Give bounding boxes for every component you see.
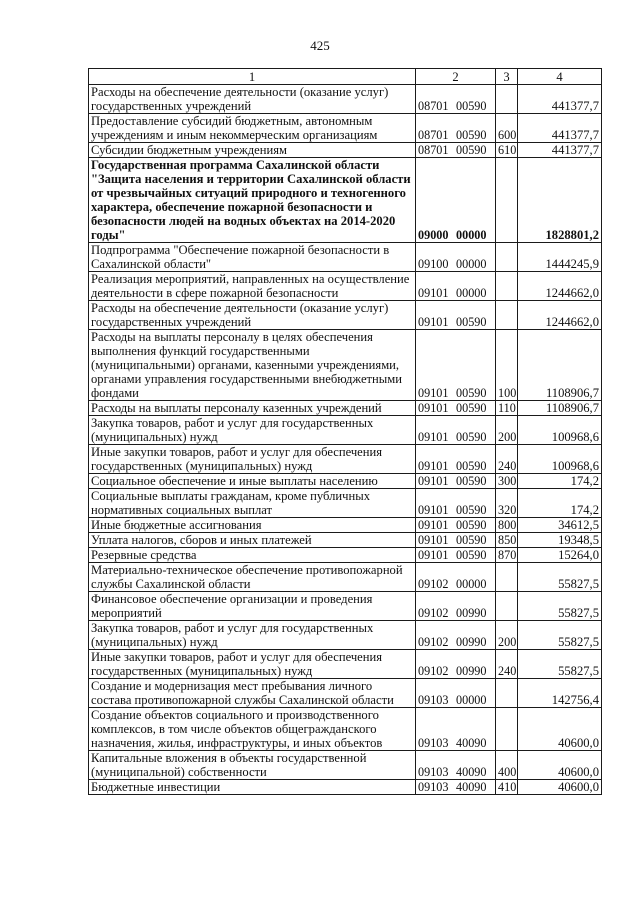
row-description: Создание объектов социального и производственного комплексов, в том числе объектов общегражданского назначения, жилья, инфраструктуры, и иных объектов xyxy=(89,708,416,751)
row-amount: 100968,6 xyxy=(518,416,602,445)
direction-code: 00000 xyxy=(456,577,487,591)
table-row xyxy=(89,301,602,330)
row-target-code xyxy=(416,301,496,330)
row-amount: 55827,5 xyxy=(518,563,602,592)
program-code: 09102 xyxy=(418,635,449,649)
program-code: 09102 xyxy=(418,606,449,620)
row-target-code xyxy=(416,679,496,708)
direction-code: 00990 xyxy=(456,664,487,678)
row-description: Расходы на выплаты персоналу казенных учреждений xyxy=(89,401,416,416)
program-code: 09102 xyxy=(418,577,449,591)
budget-table xyxy=(88,68,602,795)
row-expense-type: 200 xyxy=(496,621,518,650)
program-code: 09103 xyxy=(418,736,449,750)
table-row xyxy=(89,401,602,416)
program-code: 09101 xyxy=(418,548,449,562)
row-amount: 55827,5 xyxy=(518,621,602,650)
table-row xyxy=(89,679,602,708)
program-code: 09101 xyxy=(418,503,449,517)
row-expense-type xyxy=(496,301,518,330)
row-target-code xyxy=(416,533,496,548)
row-expense-type xyxy=(496,85,518,114)
table-row xyxy=(89,533,602,548)
row-expense-type: 320 xyxy=(496,489,518,518)
table-row xyxy=(89,243,602,272)
row-target-code xyxy=(416,85,496,114)
row-target-code xyxy=(416,548,496,563)
row-target-code xyxy=(416,143,496,158)
row-target-code xyxy=(416,474,496,489)
program-code: 09000 xyxy=(418,228,449,242)
row-expense-type xyxy=(496,243,518,272)
row-target-code xyxy=(416,158,496,243)
direction-code: 00000 xyxy=(456,693,487,707)
column-header-1: 1 xyxy=(89,69,416,85)
row-expense-type: 100 xyxy=(496,330,518,401)
direction-code: 00590 xyxy=(456,430,487,444)
program-code: 09101 xyxy=(418,401,449,415)
page-number: 425 xyxy=(310,38,330,53)
row-amount: 1244662,0 xyxy=(518,272,602,301)
row-expense-type: 110 xyxy=(496,401,518,416)
table-row xyxy=(89,489,602,518)
row-description: Расходы на обеспечение деятельности (оказание услуг) государственных учреждений xyxy=(89,301,416,330)
row-description: Иные закупки товаров, работ и услуг для обеспечения государственных (муниципальных) нужд xyxy=(89,445,416,474)
row-expense-type: 240 xyxy=(496,445,518,474)
row-description: Резервные средства xyxy=(89,548,416,563)
row-amount: 142756,4 xyxy=(518,679,602,708)
row-expense-type: 850 xyxy=(496,533,518,548)
row-amount: 40600,0 xyxy=(518,751,602,780)
direction-code: 00000 xyxy=(456,228,487,242)
row-expense-type: 410 xyxy=(496,780,518,795)
row-target-code xyxy=(416,330,496,401)
row-description: Бюджетные инвестиции xyxy=(89,780,416,795)
table-header-row xyxy=(89,69,602,85)
program-code: 09101 xyxy=(418,518,449,532)
row-target-code xyxy=(416,751,496,780)
row-expense-type: 400 xyxy=(496,751,518,780)
table-row xyxy=(89,650,602,679)
row-description: Реализация мероприятий, направленных на осуществление деятельности в сфере пожарной безопасности xyxy=(89,272,416,301)
program-code: 09101 xyxy=(418,386,449,400)
row-target-code xyxy=(416,780,496,795)
direction-code: 00000 xyxy=(456,257,487,271)
direction-code: 00590 xyxy=(456,459,487,473)
row-expense-type: 800 xyxy=(496,518,518,533)
row-description: Социальные выплаты гражданам, кроме публичных нормативных социальных выплат xyxy=(89,489,416,518)
row-amount: 1444245,9 xyxy=(518,243,602,272)
table-row xyxy=(89,518,602,533)
row-description: Закупка товаров, работ и услуг для государственных (муниципальных) нужд xyxy=(89,621,416,650)
row-expense-type: 240 xyxy=(496,650,518,679)
direction-code: 00590 xyxy=(456,401,487,415)
row-target-code xyxy=(416,243,496,272)
row-description: Субсидии бюджетным учреждениям xyxy=(89,143,416,158)
table-row xyxy=(89,158,602,243)
row-description: Материально-техническое обеспечение противопожарной службы Сахалинской области xyxy=(89,563,416,592)
program-code: 09101 xyxy=(418,286,449,300)
row-amount: 441377,7 xyxy=(518,143,602,158)
table-row xyxy=(89,143,602,158)
direction-code: 00990 xyxy=(456,606,487,620)
row-target-code xyxy=(416,592,496,621)
row-amount: 55827,5 xyxy=(518,650,602,679)
row-target-code xyxy=(416,445,496,474)
row-expense-type xyxy=(496,679,518,708)
row-description: Предоставление субсидий бюджетным, автономным учреждениям и иным некоммерческим организациям xyxy=(89,114,416,143)
direction-code: 40090 xyxy=(456,765,487,779)
row-target-code xyxy=(416,114,496,143)
row-expense-type xyxy=(496,563,518,592)
row-expense-type: 300 xyxy=(496,474,518,489)
program-code: 09102 xyxy=(418,664,449,678)
direction-code: 40090 xyxy=(456,736,487,750)
column-header-2: 2 xyxy=(416,69,496,85)
row-amount: 100968,6 xyxy=(518,445,602,474)
row-target-code xyxy=(416,401,496,416)
row-amount: 34612,5 xyxy=(518,518,602,533)
row-description: Создание и модернизация мест пребывания личного состава противопожарной службы Сахалинской области xyxy=(89,679,416,708)
program-code: 09101 xyxy=(418,315,449,329)
table-row xyxy=(89,330,602,401)
direction-code: 00590 xyxy=(456,143,487,157)
direction-code: 00590 xyxy=(456,128,487,142)
row-amount: 174,2 xyxy=(518,474,602,489)
row-expense-type xyxy=(496,708,518,751)
direction-code: 00590 xyxy=(456,533,487,547)
row-amount: 55827,5 xyxy=(518,592,602,621)
row-description: Социальное обеспечение и иные выплаты населению xyxy=(89,474,416,489)
direction-code: 00590 xyxy=(456,474,487,488)
program-code: 09101 xyxy=(418,474,449,488)
row-target-code xyxy=(416,621,496,650)
table-row xyxy=(89,445,602,474)
row-expense-type xyxy=(496,158,518,243)
table-row xyxy=(89,416,602,445)
row-amount: 174,2 xyxy=(518,489,602,518)
row-amount: 15264,0 xyxy=(518,548,602,563)
row-expense-type: 600 xyxy=(496,114,518,143)
row-description: Капитальные вложения в объекты государственной (муниципальной) собственности xyxy=(89,751,416,780)
direction-code: 00590 xyxy=(456,386,487,400)
program-code: 08701 xyxy=(418,99,449,113)
row-description: Уплата налогов, сборов и иных платежей xyxy=(89,533,416,548)
direction-code: 00590 xyxy=(456,548,487,562)
table-row xyxy=(89,592,602,621)
table-body xyxy=(89,85,602,795)
row-amount: 1108906,7 xyxy=(518,401,602,416)
table-row xyxy=(89,708,602,751)
direction-code: 00000 xyxy=(456,286,487,300)
program-code: 09100 xyxy=(418,257,449,271)
row-amount: 441377,7 xyxy=(518,85,602,114)
column-header-4: 4 xyxy=(518,69,602,85)
table-row xyxy=(89,114,602,143)
row-target-code xyxy=(416,563,496,592)
row-expense-type xyxy=(496,592,518,621)
row-target-code xyxy=(416,518,496,533)
table-row xyxy=(89,751,602,780)
direction-code: 00990 xyxy=(456,635,487,649)
program-code: 09101 xyxy=(418,430,449,444)
row-amount: 40600,0 xyxy=(518,708,602,751)
row-expense-type: 610 xyxy=(496,143,518,158)
row-target-code xyxy=(416,416,496,445)
row-amount: 1828801,2 xyxy=(518,158,602,243)
table-row xyxy=(89,621,602,650)
row-description: Иные бюджетные ассигнования xyxy=(89,518,416,533)
row-description: Расходы на выплаты персоналу в целях обеспечения выполнения функций государственными (муниципальными) органами, казенными учреждениями, органами управления государственными внебюджетными фондами xyxy=(89,330,416,401)
row-description: Иные закупки товаров, работ и услуг для обеспечения государственных (муниципальных) нужд xyxy=(89,650,416,679)
row-amount: 1108906,7 xyxy=(518,330,602,401)
table-row xyxy=(89,272,602,301)
table-row xyxy=(89,474,602,489)
program-code: 09103 xyxy=(418,780,449,794)
row-target-code xyxy=(416,650,496,679)
table-row xyxy=(89,563,602,592)
row-amount: 441377,7 xyxy=(518,114,602,143)
row-description: Подпрограмма "Обеспечение пожарной безопасности в Сахалинской области" xyxy=(89,243,416,272)
row-expense-type xyxy=(496,272,518,301)
row-description: Государственная программа Сахалинской области "Защита населения и территории Сахалинской области от чрезвычайных ситуаций природного и техногенного характера, обеспечение пожарной безопасности и безопасности людей на водных объектах на 2014-2020 годы" xyxy=(89,158,416,243)
row-amount: 19348,5 xyxy=(518,533,602,548)
row-expense-type: 870 xyxy=(496,548,518,563)
direction-code: 00590 xyxy=(456,315,487,329)
direction-code: 40090 xyxy=(456,780,487,794)
program-code: 09101 xyxy=(418,533,449,547)
row-expense-type: 200 xyxy=(496,416,518,445)
row-target-code xyxy=(416,272,496,301)
row-target-code xyxy=(416,708,496,751)
row-description: Расходы на обеспечение деятельности (оказание услуг) государственных учреждений xyxy=(89,85,416,114)
table-row xyxy=(89,85,602,114)
row-amount: 40600,0 xyxy=(518,780,602,795)
program-code: 08701 xyxy=(418,143,449,157)
column-header-3: 3 xyxy=(496,69,518,85)
program-code: 09103 xyxy=(418,765,449,779)
program-code: 09103 xyxy=(418,693,449,707)
row-description: Финансовое обеспечение организации и проведения мероприятий xyxy=(89,592,416,621)
table-row xyxy=(89,548,602,563)
direction-code: 00590 xyxy=(456,503,487,517)
program-code: 08701 xyxy=(418,128,449,142)
table-row xyxy=(89,780,602,795)
direction-code: 00590 xyxy=(456,518,487,532)
row-target-code xyxy=(416,489,496,518)
program-code: 09101 xyxy=(418,459,449,473)
row-description: Закупка товаров, работ и услуг для государственных (муниципальных) нужд xyxy=(89,416,416,445)
row-amount: 1244662,0 xyxy=(518,301,602,330)
direction-code: 00590 xyxy=(456,99,487,113)
